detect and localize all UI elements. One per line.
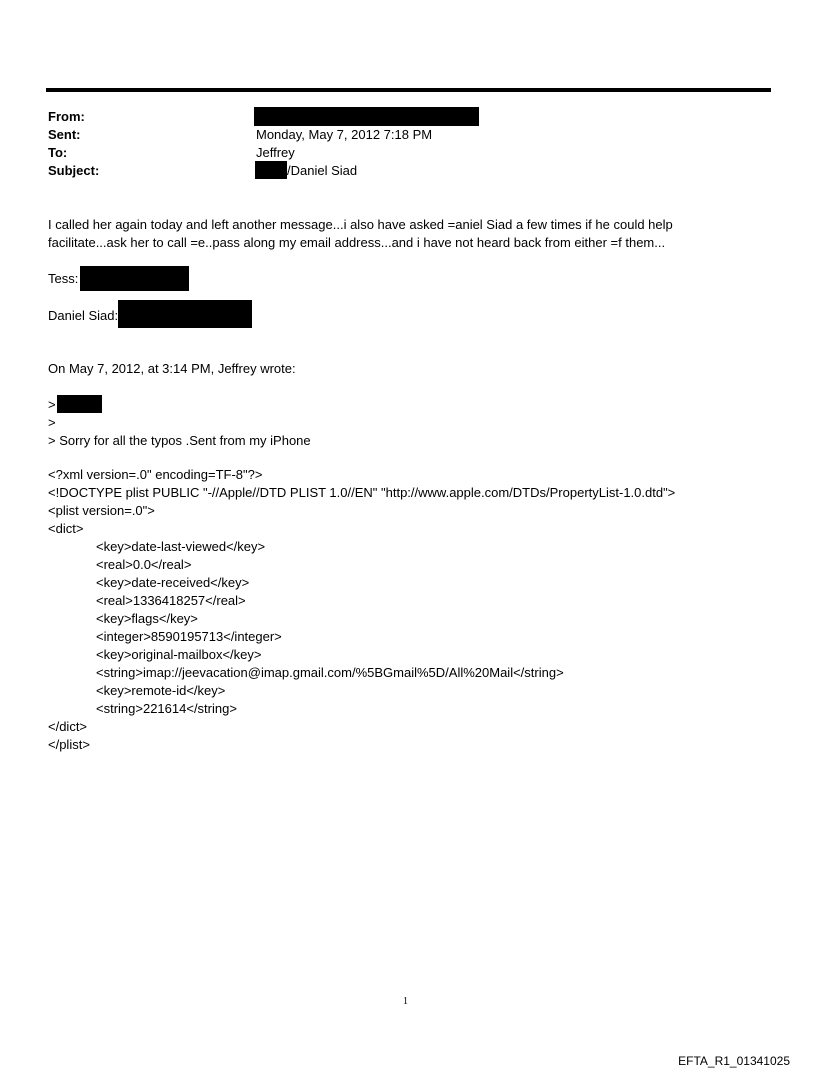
plist-entry: <key>original-mailbox</key> bbox=[96, 647, 262, 662]
subject-redaction bbox=[255, 161, 287, 179]
daniel-redaction bbox=[118, 300, 252, 328]
plist-close: </plist> bbox=[48, 737, 90, 752]
to-label: To: bbox=[48, 145, 68, 160]
header-rule bbox=[46, 88, 771, 92]
from-redaction bbox=[254, 107, 479, 126]
daniel-label: Daniel Siad: bbox=[48, 308, 119, 323]
bates-number: EFTA_R1_01341025 bbox=[678, 1054, 790, 1068]
body-line-1: I called her again today and left another message...i also have asked =aniel Siad a few times if he could help bbox=[48, 217, 673, 232]
plist-entry: <key>date-received</key> bbox=[96, 575, 250, 590]
sent-value: Monday, May 7, 2012 7:18 PM bbox=[256, 127, 433, 142]
plist-entry: <string>imap://jeevacation@imap.gmail.com/%5BGmail%5D/All%20Mail</string> bbox=[96, 665, 564, 680]
plist-entry: <string>221614</string> bbox=[96, 701, 237, 716]
plist-entry: <real>0.0</real> bbox=[96, 557, 192, 572]
from-label: From: bbox=[48, 109, 85, 124]
subject-value: /Daniel Siad bbox=[287, 163, 358, 178]
plist-entry: <integer>8590195713</integer> bbox=[96, 629, 282, 644]
plist-open: <plist version=.0"> bbox=[48, 503, 155, 518]
quote-line-1: > bbox=[48, 397, 56, 412]
to-value: Jeffrey bbox=[256, 145, 295, 160]
quote-line-2: > bbox=[48, 415, 56, 430]
plist-entry: <real>1336418257</real> bbox=[96, 593, 246, 608]
dict-close: </dict> bbox=[48, 719, 88, 734]
xml-declaration: <?xml version=.0" encoding=TF-8"?> bbox=[48, 467, 263, 482]
doctype-line: <!DOCTYPE plist PUBLIC "-//Apple//DTD PLIST 1.0//EN" "http://www.apple.com/DTDs/PropertyList-1.0.dtd"> bbox=[48, 485, 676, 500]
subject-label: Subject: bbox=[48, 163, 100, 178]
plist-entry: <key>flags</key> bbox=[96, 611, 198, 626]
page-number: 1 bbox=[403, 996, 408, 1007]
plist-entry: <key>remote-id</key> bbox=[96, 683, 226, 698]
quote-line-3: > Sorry for all the typos .Sent from my iPhone bbox=[48, 433, 311, 448]
quote-intro: On May 7, 2012, at 3:14 PM, Jeffrey wrote: bbox=[48, 361, 296, 376]
dict-open: <dict> bbox=[48, 521, 84, 536]
sent-label: Sent: bbox=[48, 127, 81, 142]
tess-redaction bbox=[80, 266, 189, 291]
plist-entry: <key>date-last-viewed</key> bbox=[96, 539, 266, 554]
tess-label: Tess: bbox=[48, 271, 79, 286]
body-line-2: facilitate...ask her to call =e..pass along my email address...and i have not heard back from either =f them... bbox=[48, 235, 666, 250]
quote-redaction bbox=[57, 395, 102, 413]
